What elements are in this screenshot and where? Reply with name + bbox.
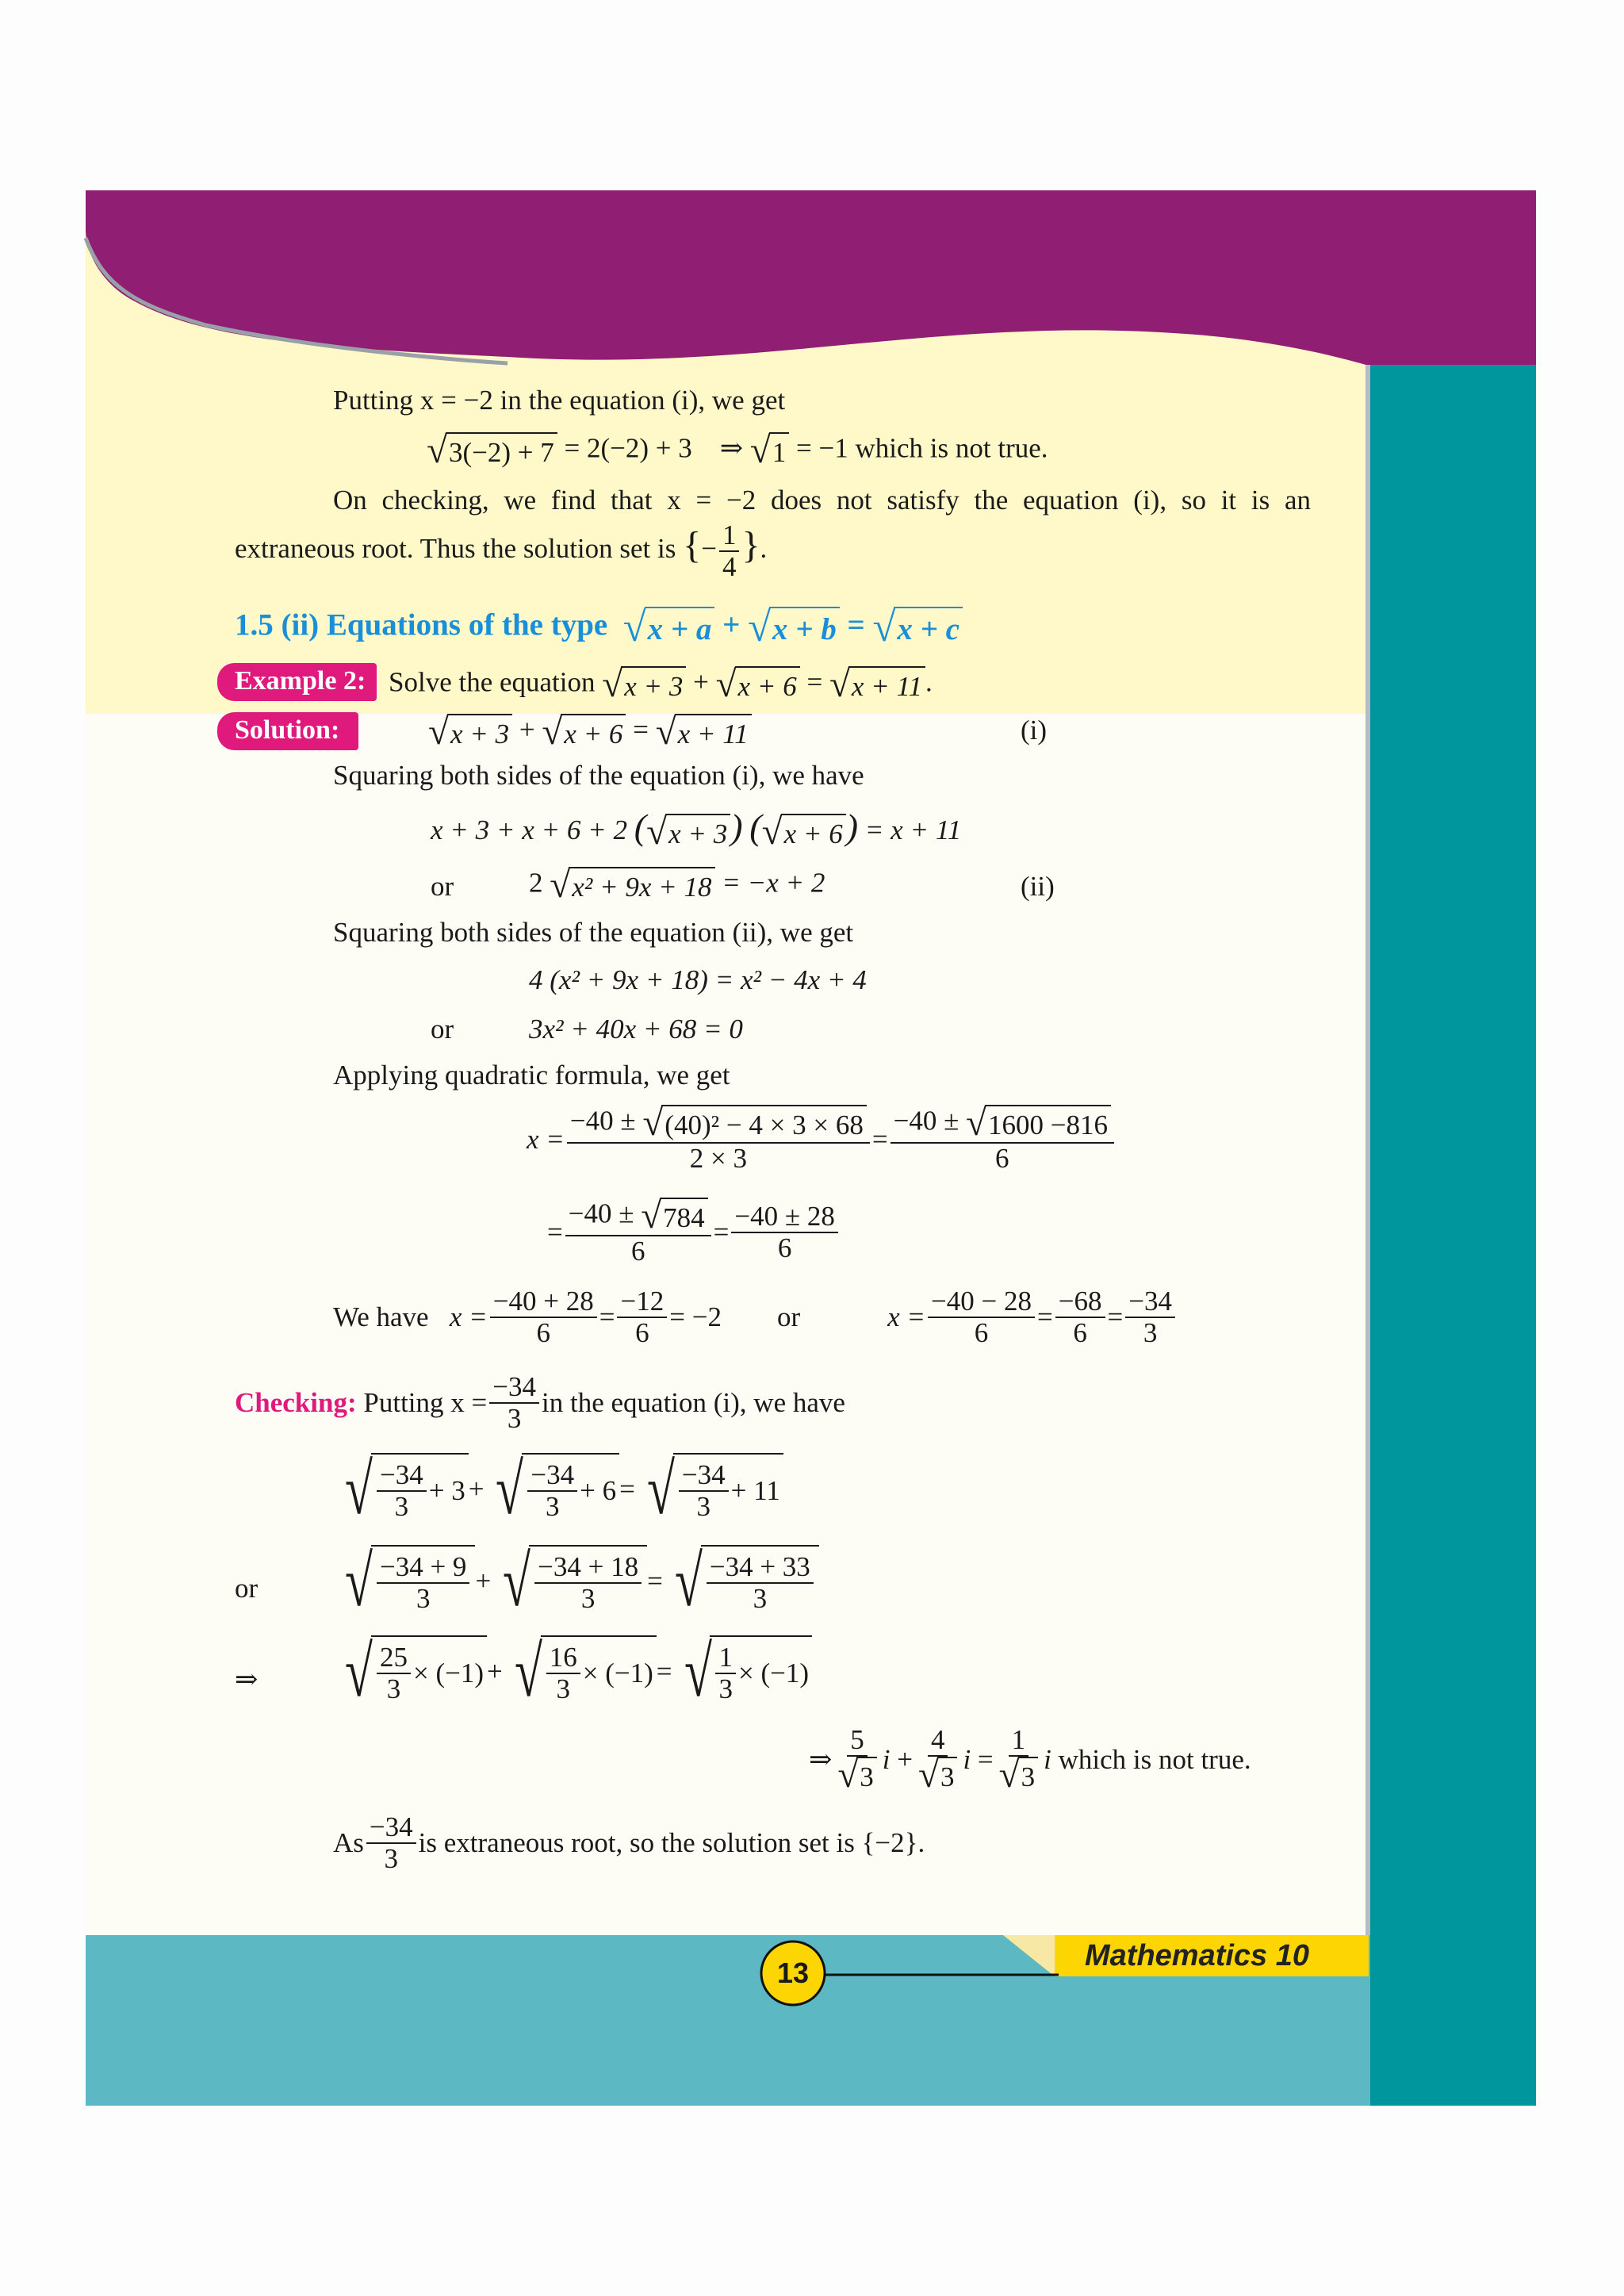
check-row-1: √ $\frac{-34}{3}$ + 3 + √ $\frac{-34}{3}$ + 6 = √ $\frac{-34}{3}$ + 11 [333, 1453, 783, 1525]
checking-line: Checking: Putting x = $\frac{-34}{3}$ in the equation (i), we have [235, 1371, 845, 1434]
equation-i: √ x + 3 + √ x + 6 = √ x + 11 [428, 714, 752, 751]
root2-frac-b: $\frac{-68}{6}$ [1055, 1286, 1105, 1348]
expanded-equation: x + 3 + x + 6 + 2 ( √ x + 3 ) ( √ x + 6 ) = x + 11 [431, 807, 962, 853]
root-expression: √ 3(−2) + 7 [427, 432, 557, 470]
putting-line: Putting x = −2 in the equation (i), we get [333, 385, 786, 416]
check-row-4: ⇒ 5 √ 3 i + 4 √ 3 i = 1 √ 3 i which is not true. [809, 1724, 1251, 1796]
we-have-line: We have x = $\frac{-40 + 28}{6}$ = $\frac{-12}{6}$ = −2 or x = $\frac{-40 - 28}{6}$ = $\frac{-68}{6}$ = $\frac{-34}{3}$ [333, 1286, 1178, 1348]
qf-frac-1: −40 ± √ (40)² − 4 × 3 × 68 2 × 3 [567, 1105, 870, 1174]
heading-root-c: √ x + c [872, 607, 962, 649]
ex-root-1: √ x + 3 [602, 666, 686, 703]
result: = −1 which is not true. [796, 432, 1048, 464]
qf-frac-2: −40 ± √ 1600 −816 6 [891, 1105, 1114, 1174]
root2-frac-c: $\frac{-34}{3}$ [1125, 1286, 1175, 1348]
eq-square: 4 (x² + 9x + 18) = x² − 4x + 4 [529, 964, 867, 995]
on-checking-para: On checking, we find that x = −2 does not satisfy the equation (i), so it is an [333, 485, 1312, 516]
book-title: Mathematics 10 [1085, 1939, 1310, 1972]
eq-quadratic: 3x² + 40x + 68 = 0 [529, 1014, 743, 1045]
implies: ⇒ [719, 432, 744, 464]
example-badge: Example 2: [217, 663, 377, 701]
quadratic-formula: x = −40 ± √ (40)² − 4 × 3 × 68 2 × 3 = −40 ± √ 1600 −816 6 [527, 1105, 1116, 1174]
check-row-2: √ $\frac{-34 + 9}{3}$ + √ $\frac{-34 + 18}{3}$ = √ $\frac{-34 + 33}{3}$ [333, 1545, 819, 1617]
ex-root-2: √ x + 6 [716, 666, 800, 703]
or-1: or [431, 871, 454, 902]
heading-root-b: √ x + b [748, 607, 840, 649]
implies-3: ⇒ [235, 1664, 259, 1695]
teal-column-edge [1365, 365, 1370, 2106]
sol-root-2: √ x + 6 [542, 714, 626, 751]
squaring-ii-line: Squaring both sides of the equation (ii), we get [333, 917, 854, 948]
checking-frac: $\frac{-34}{3}$ [489, 1372, 539, 1434]
ex-root-3: √ x + 11 [829, 666, 925, 703]
teal-column [1369, 365, 1536, 2106]
expand-root-1: √ x + 3 [646, 814, 730, 851]
heading-root-a: √ x + a [623, 607, 715, 649]
extraneous-line: extraneous root. Thus the solution set is {− $\frac{1}{4}$ }. [235, 519, 768, 582]
eq-ii-root: √ x² + 9x + 18 [550, 867, 714, 904]
qf2-frac-1: −40 ± √ 784 6 [565, 1198, 711, 1267]
or-2: or [431, 1014, 454, 1045]
expand-root-2: √ x + 6 [762, 814, 846, 851]
rhs: = 2(−2) + 3 [564, 432, 692, 464]
extraneous-text: extraneous root. Thus the solution set is [235, 532, 676, 564]
check-row-3: √ $\frac{25}{3}$ × (−1) + √ $\frac{16}{3}$ × (−1) = √ $\frac{1}{3}$ × (−1) [333, 1635, 812, 1708]
root-one: √ 1 [750, 432, 789, 470]
applying-line: Applying quadratic formula, we get [333, 1060, 730, 1091]
solution-badge: Solution: [217, 712, 358, 750]
root1-frac-a: $\frac{-40 + 28}{6}$ [490, 1286, 597, 1348]
page-number: 13 [776, 1957, 810, 1989]
set-fraction: $\frac{1}{4}$ [719, 520, 740, 582]
check-equation [427, 432, 1048, 470]
section-heading: 1.5 (ii) Equations of the type √ x + a + √ x + b = √ x + c [235, 607, 963, 649]
root2-frac-a: $\frac{-40 - 28}{6}$ [928, 1286, 1035, 1348]
or-3: or [235, 1573, 259, 1604]
sol-root-1: √ x + 3 [428, 714, 512, 751]
sol-root-3: √ x + 11 [656, 714, 752, 751]
equation-ii: 2 √ x² + 9x + 18 = −x + 2 [529, 864, 825, 906]
qf2-frac-2: $\frac{-40 \pm 28}{6}$ [731, 1202, 837, 1263]
as-line: As $\frac{-34}{3}$ is extraneous root, so the solution set is {−2}. [333, 1811, 925, 1874]
example-text: Solve the equation √ x + 3 + √ x + 6 = √ x + 11 . [389, 664, 933, 705]
checking-label: Checking: [235, 1387, 357, 1419]
solution-set: { [683, 523, 702, 566]
root1-frac-b: $\frac{-12}{6}$ [617, 1286, 667, 1348]
eq-label-i: (i) [1021, 715, 1048, 746]
squaring-i-line: Squaring both sides of the equation (i), we have [333, 760, 864, 791]
eq-label-ii: (ii) [1021, 871, 1055, 902]
quadratic-formula-2: = −40 ± √ 784 6 = $\frac{-40 \pm 28}{6}$ [547, 1198, 841, 1267]
